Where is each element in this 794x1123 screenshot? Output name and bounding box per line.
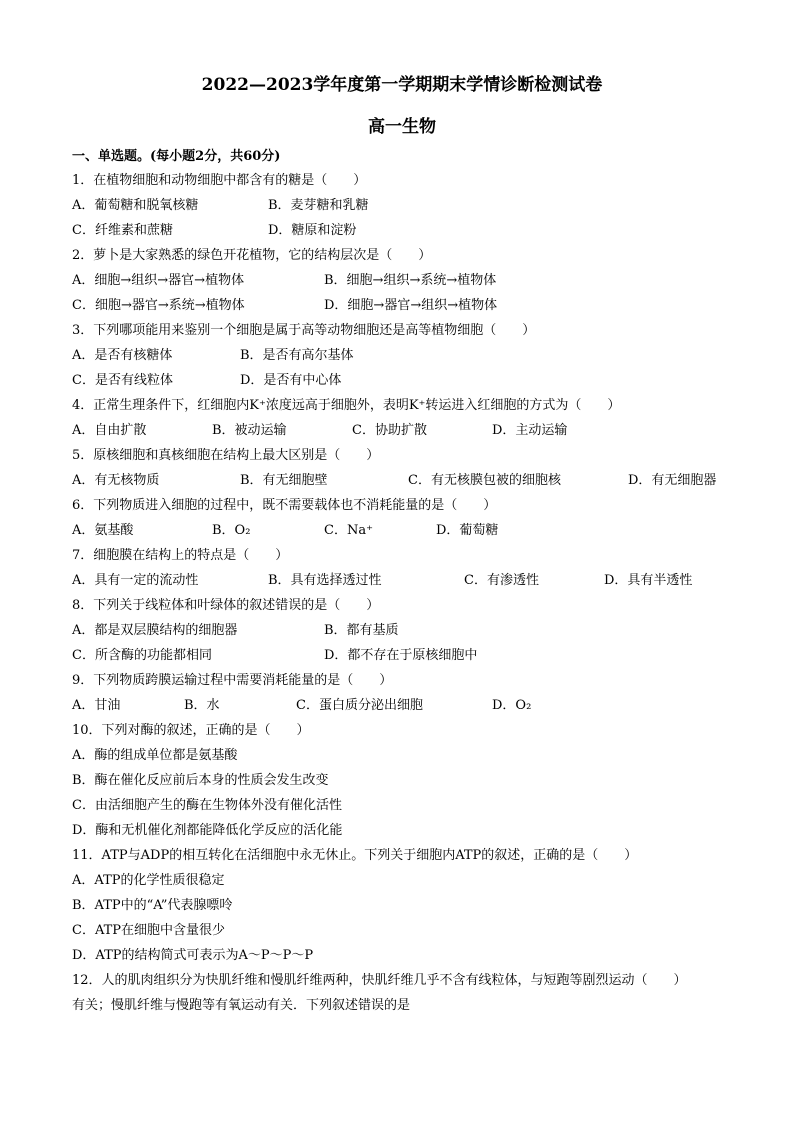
option-row — [72, 368, 732, 393]
option-b: B．都有基质 — [324, 623, 399, 638]
option-b: B．是否有高尔基体 — [240, 348, 354, 363]
question-stem: 4．正常生理条件下，红细胞内K⁺浓度远高于细胞外，表明K⁺转运进入红细胞的方式为（ ） — [72, 398, 621, 413]
option-row — [72, 343, 732, 368]
option-c: C．蛋白质分泌出细胞 — [296, 698, 423, 713]
option-c: C．所含酶的功能都相同 — [72, 648, 212, 663]
page-subtitle: 高一生物 — [368, 117, 436, 137]
question-stem: 2．萝卜是大家熟悉的绿色开花植物，它的结构层次是（ ） — [72, 248, 432, 263]
option-d: D．具有半透性 — [604, 573, 693, 588]
option-row — [72, 568, 732, 593]
option-row — [72, 418, 732, 443]
option-a: A．都是双层膜结构的细胞器 — [72, 623, 238, 638]
option-b: B．有无细胞壁 — [240, 473, 328, 488]
option-d: D．都不存在于原核细胞中 — [324, 648, 478, 663]
option-row — [72, 193, 732, 218]
option-d: D．O₂ — [492, 698, 532, 713]
question-stem: 8．下列关于线粒体和叶绿体的叙述错误的是（ ） — [72, 598, 380, 613]
option-c: C．有无核膜包被的细胞核 — [408, 473, 561, 488]
option-c: C．纤维素和蔗糖 — [72, 223, 173, 238]
option-row — [72, 293, 732, 318]
option-c: C．由活细胞产生的酶在生物体外没有催化活性 — [72, 798, 342, 813]
option-b: B．ATP中的“A”代表腺嘌呤 — [72, 898, 233, 913]
option-a: A．氨基酸 — [72, 523, 134, 538]
option-b: B．具有选择透过性 — [268, 573, 382, 588]
option-row — [72, 618, 732, 643]
option-a: A．自由扩散 — [72, 423, 147, 438]
question-stem-continued: 有关；慢肌纤维与慢跑等有氧运动有关．下列叙述错误的是 — [72, 998, 411, 1013]
option-d: D．有无细胞器 — [628, 473, 717, 488]
option-c: C．是否有线粒体 — [72, 373, 173, 388]
exam-page — [72, 72, 732, 1018]
option-d: D．ATP的结构简式可表示为A～P～P～P — [72, 948, 314, 963]
question-stem: 7．细胞膜在结构上的特点是（ ） — [72, 548, 289, 563]
question-stem: 11．ATP与ADP的相互转化在活细胞中永无休止。下列关于细胞内ATP的叙述，正确的是（ ） — [72, 848, 638, 863]
option-a: A．是否有核糖体 — [72, 348, 173, 363]
question-stem: 10．下列对酶的叙述，正确的是（ ） — [72, 723, 310, 738]
option-b: B．水 — [184, 698, 220, 713]
option-row — [72, 643, 732, 668]
option-c: C．细胞→器官→系统→植物体 — [72, 298, 245, 313]
option-b: B．麦芽糖和乳糖 — [268, 198, 369, 213]
page-title: 2022—2023学年度第一学期期末学情诊断检测试卷 — [201, 75, 603, 95]
section-heading: 一、单选题。(每小题2分，共60分) — [72, 149, 281, 164]
option-d: D．糖原和淀粉 — [268, 223, 357, 238]
option-row — [72, 468, 732, 493]
question-stem: 3．下列哪项能用来鉴别一个细胞是属于高等动物细胞还是高等植物细胞（ ） — [72, 323, 536, 338]
option-c: C．Na⁺ — [324, 523, 373, 538]
option-b: B．酶在催化反应前后本身的性质会发生改变 — [72, 773, 329, 788]
question-stem: 12．人的肌肉组织分为快肌纤维和慢肌纤维两种，快肌纤维几乎不含有线粒体，与短跑等剧烈运动（ ） — [72, 973, 687, 988]
question-stem: 9．下列物质跨膜运输过程中需要消耗能量的是（ ） — [72, 673, 393, 688]
option-row — [72, 518, 732, 543]
option-a: A．ATP的化学性质很稳定 — [72, 873, 225, 888]
option-d: D．葡萄糖 — [436, 523, 499, 538]
question-stem: 5．原核细胞和真核细胞在结构上最大区别是（ ） — [72, 448, 380, 463]
option-a: A．酶的组成单位都是氨基酸 — [72, 748, 238, 763]
option-row — [72, 693, 732, 718]
option-a: A．细胞→组织→器官→植物体 — [72, 273, 245, 288]
option-d: D．是否有中心体 — [240, 373, 342, 388]
option-a: A．甘油 — [72, 698, 121, 713]
option-b: B．被动运输 — [212, 423, 287, 438]
option-c: C．ATP在细胞中含量很少 — [72, 923, 226, 938]
option-a: A．具有一定的流动性 — [72, 573, 199, 588]
option-b: B．细胞→组织→系统→植物体 — [324, 273, 497, 288]
option-c: C．协助扩散 — [352, 423, 427, 438]
option-a: A．有无核物质 — [72, 473, 160, 488]
option-c: C．有渗透性 — [464, 573, 539, 588]
option-row — [72, 218, 732, 243]
option-a: A．葡萄糖和脱氧核糖 — [72, 198, 199, 213]
option-d: D．细胞→器官→组织→植物体 — [324, 298, 498, 313]
question-stem: 1．在植物细胞和动物细胞中都含有的糖是（ ） — [72, 173, 367, 188]
option-d: D．酶和无机催化剂都能降低化学反应的活化能 — [72, 823, 343, 838]
option-b: B．O₂ — [212, 523, 251, 538]
option-row — [72, 268, 732, 293]
question-stem: 6．下列物质进入细胞的过程中，既不需要载体也不消耗能量的是（ ） — [72, 498, 497, 513]
option-d: D．主动运输 — [492, 423, 568, 438]
